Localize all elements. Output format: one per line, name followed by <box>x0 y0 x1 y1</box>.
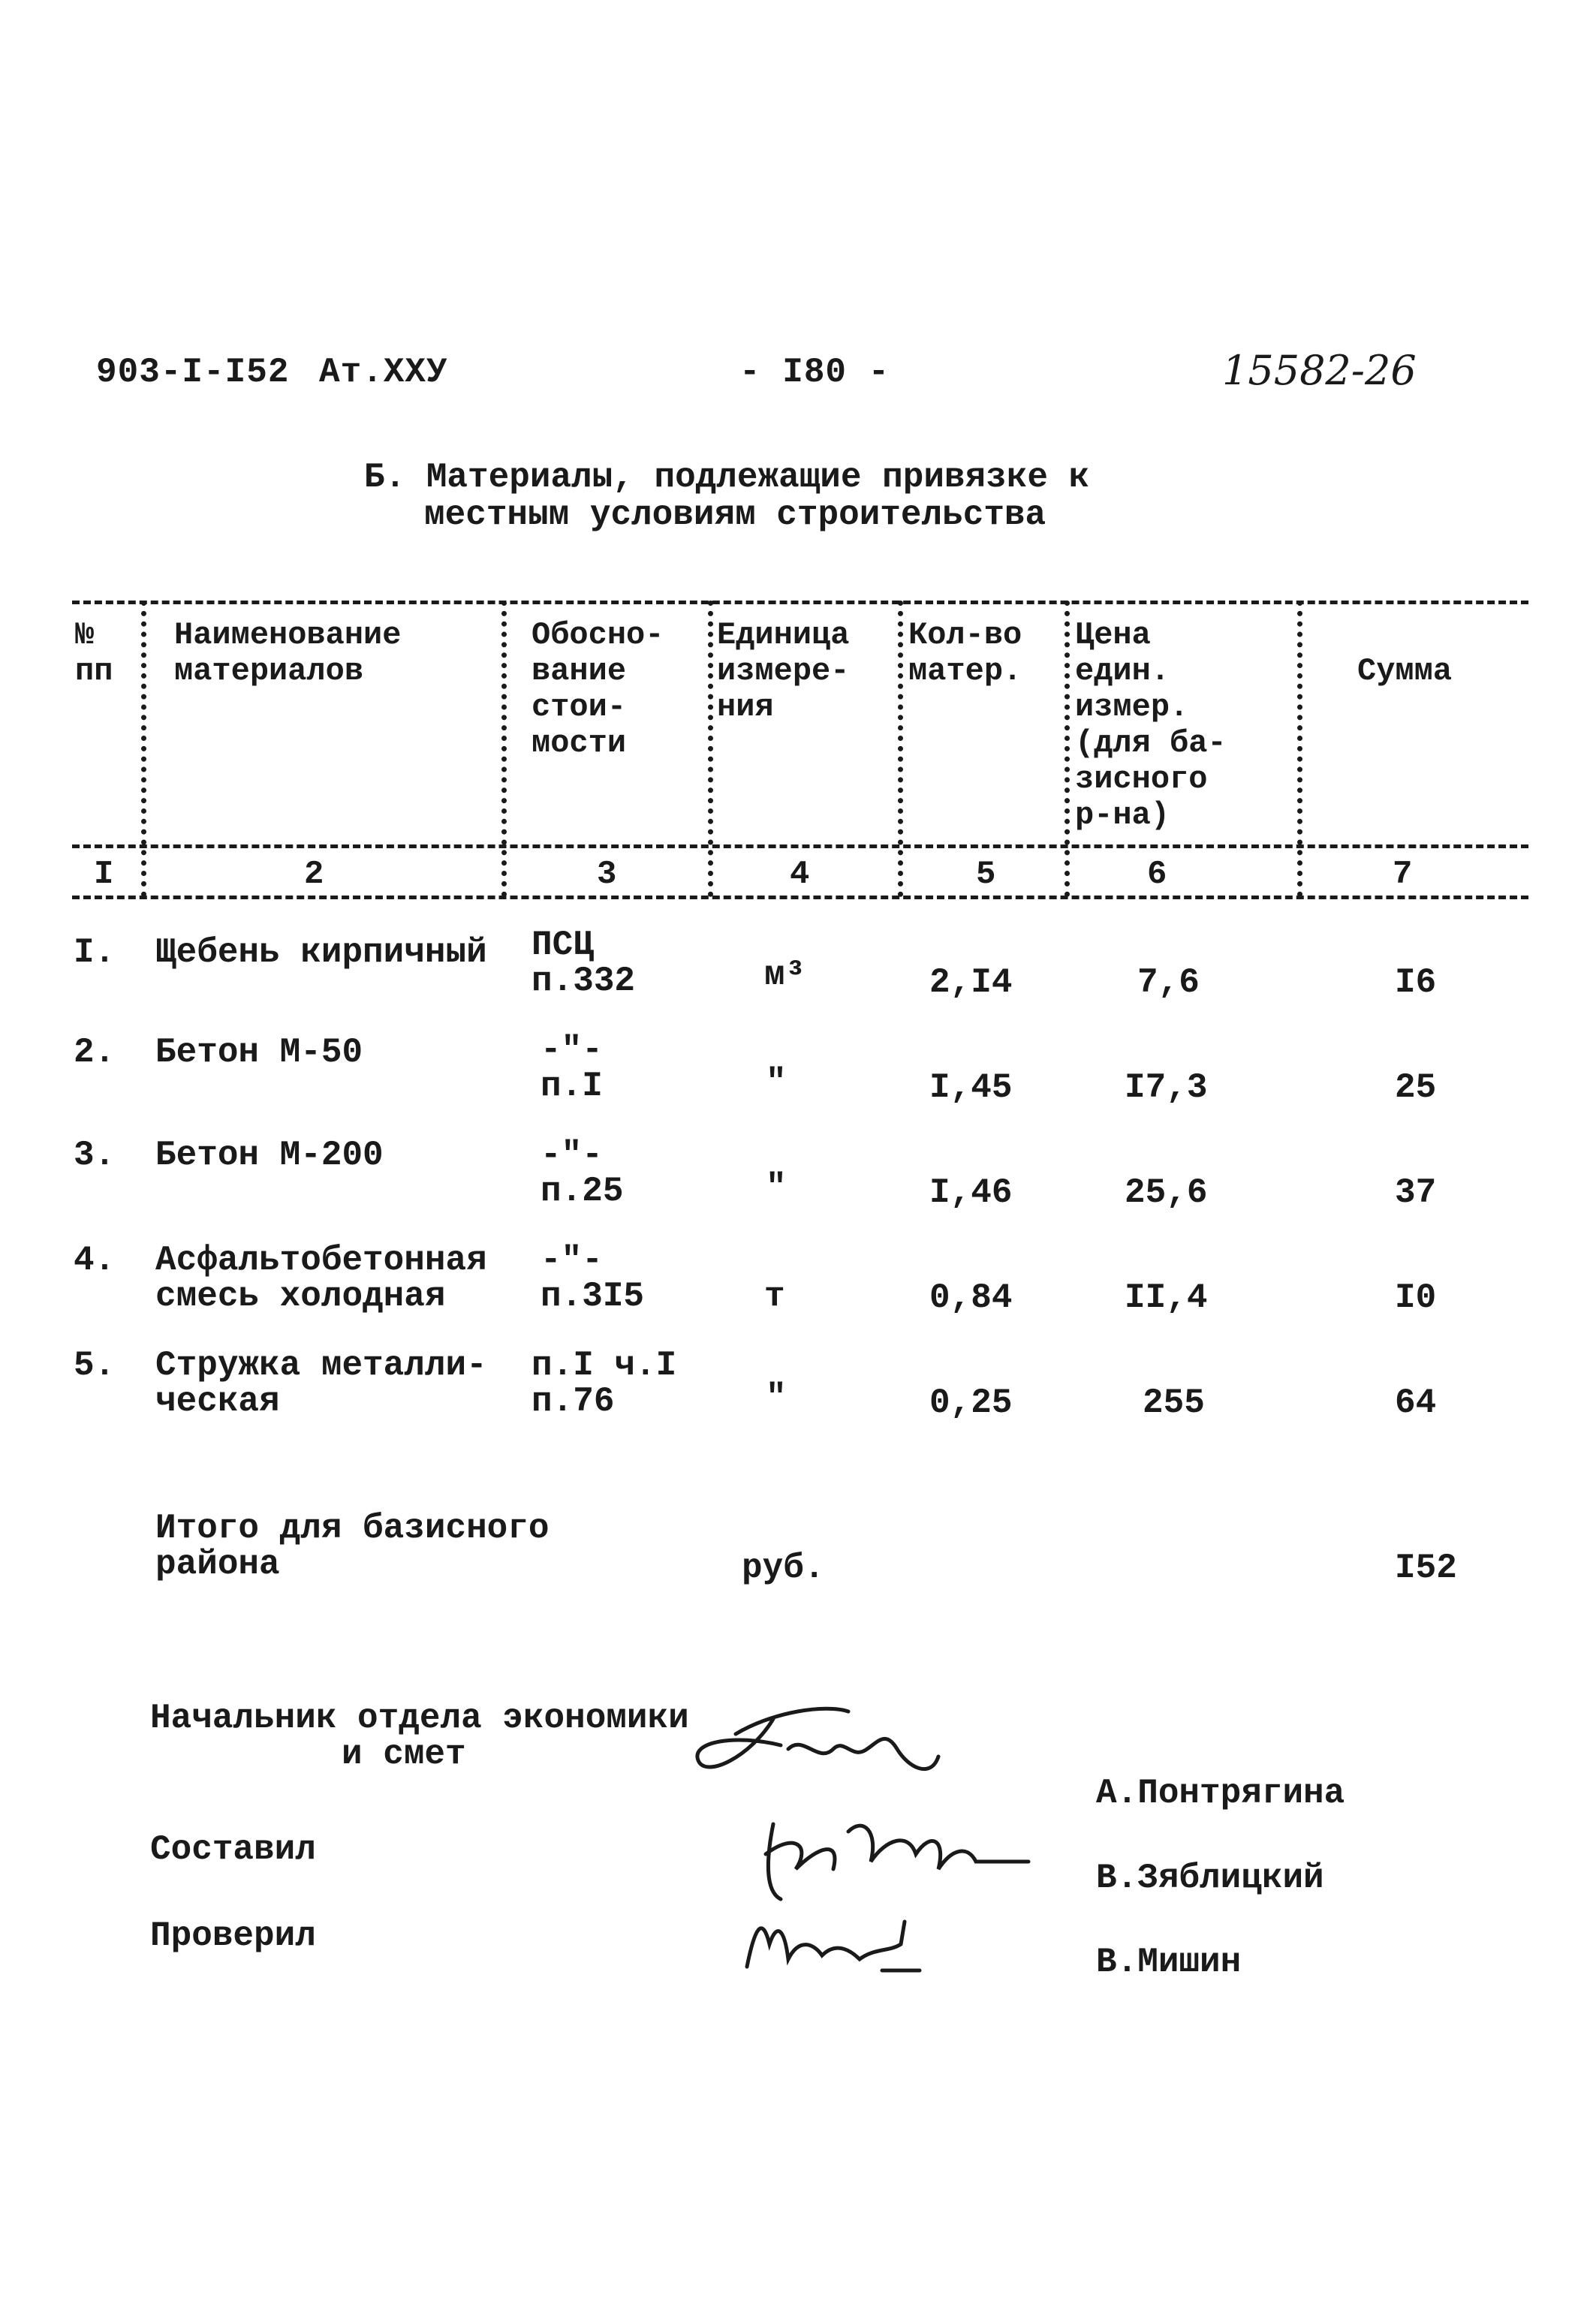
cost-basis: ПСЦ п.332 <box>531 926 636 1001</box>
header-col-name: Наименование материалов <box>174 617 402 689</box>
unit: " <box>766 1063 787 1102</box>
row-number: 4. <box>74 1241 116 1280</box>
handwritten-doc-number: 15582-26 <box>1222 347 1417 394</box>
document-code: 903-I-I52 <box>96 353 290 392</box>
column-number: 4 <box>790 856 810 893</box>
column-number: 7 <box>1393 856 1413 893</box>
column-separator <box>501 601 507 897</box>
total-value: I52 <box>1395 1549 1457 1588</box>
header-col-qty: Кол-во матер. <box>908 617 1022 689</box>
column-number: 2 <box>304 856 324 893</box>
row-number: 3. <box>74 1136 116 1175</box>
cost-basis: -"- п.25 <box>541 1136 624 1211</box>
sum: 25 <box>1395 1068 1437 1107</box>
material-name: Бетон М-200 <box>155 1136 384 1175</box>
unit: т <box>764 1277 785 1316</box>
quantity: 2,I4 <box>929 963 1013 1002</box>
unit-price: II,4 <box>1125 1278 1208 1317</box>
column-separator <box>1297 601 1302 897</box>
header-col-number: № пп <box>75 617 113 689</box>
total-label: Итого для базисного района <box>155 1509 550 1584</box>
unit: " <box>766 1378 787 1417</box>
section-title-line1: Б. Материалы, подлежащие привязке к <box>364 458 1090 497</box>
cost-basis: -"- п.3I5 <box>541 1241 645 1316</box>
checked-by-label: Проверил <box>150 1916 316 1955</box>
sum: I6 <box>1395 963 1437 1002</box>
cost-basis: п.I ч.I п.76 <box>531 1346 677 1421</box>
page-number: - I80 - <box>739 353 890 392</box>
sum: I0 <box>1395 1278 1437 1317</box>
header-col-price: Цена един. измер. (для ба- зисного р-на) <box>1075 617 1227 833</box>
unit-price: 7,6 <box>1137 963 1200 1002</box>
head-of-department-label: Начальник отдела экономики и смет <box>150 1699 689 1774</box>
column-number: 5 <box>976 856 996 893</box>
row-number: 2. <box>74 1033 116 1072</box>
header-col-unit: Единица измере- ния <box>717 617 850 725</box>
header-col-basis: Обосно- вание стои- мости <box>531 617 664 761</box>
quantity: I,46 <box>929 1173 1013 1212</box>
unit-price: 255 <box>1143 1383 1205 1422</box>
table-colnum-rule <box>72 896 1528 899</box>
unit-price: 25,6 <box>1125 1173 1208 1212</box>
checked-by-name: В.Мишин <box>1096 1943 1242 1982</box>
column-separator <box>141 601 146 897</box>
signature-mishin <box>732 1899 957 1989</box>
material-name: Щебень кирпичный <box>155 933 487 972</box>
column-separator <box>898 601 903 897</box>
quantity: I,45 <box>929 1068 1013 1107</box>
signature-pontryagina <box>691 1689 961 1809</box>
material-name: Бетон М-50 <box>155 1033 363 1072</box>
unit: " <box>766 1168 787 1207</box>
sum: 37 <box>1395 1173 1437 1212</box>
compiled-by-name: В.Зяблицкий <box>1096 1859 1324 1898</box>
column-number: I <box>94 856 114 893</box>
table-header-rule <box>72 844 1528 848</box>
material-name: Стружка металли- ческая <box>155 1346 487 1421</box>
table-top-rule <box>72 601 1528 604</box>
quantity: 0,25 <box>929 1383 1013 1422</box>
column-separator <box>708 601 713 897</box>
header-col-sum: Сумма <box>1357 653 1453 689</box>
section-title-line2: местным условиям строительства <box>424 495 1046 534</box>
column-number: 6 <box>1147 856 1167 893</box>
quantity: 0,84 <box>929 1278 1013 1317</box>
sum: 64 <box>1395 1383 1437 1422</box>
row-number: I. <box>74 933 116 972</box>
signature-zyablitsky <box>751 1802 1051 1914</box>
head-of-department-name: А.Понтрягина <box>1096 1774 1345 1813</box>
unit-price: I7,3 <box>1125 1068 1208 1107</box>
compiled-by-label: Составил <box>150 1830 316 1869</box>
column-separator <box>1065 601 1070 897</box>
material-name: Асфальтобетонная смесь холодная <box>155 1241 487 1316</box>
cost-basis: -"- п.I <box>541 1031 603 1106</box>
row-number: 5. <box>74 1346 116 1385</box>
album-label: Aт.XXУ <box>319 353 448 392</box>
total-unit: руб. <box>742 1549 825 1588</box>
column-number: 3 <box>597 856 617 893</box>
unit: м³ <box>764 956 806 995</box>
